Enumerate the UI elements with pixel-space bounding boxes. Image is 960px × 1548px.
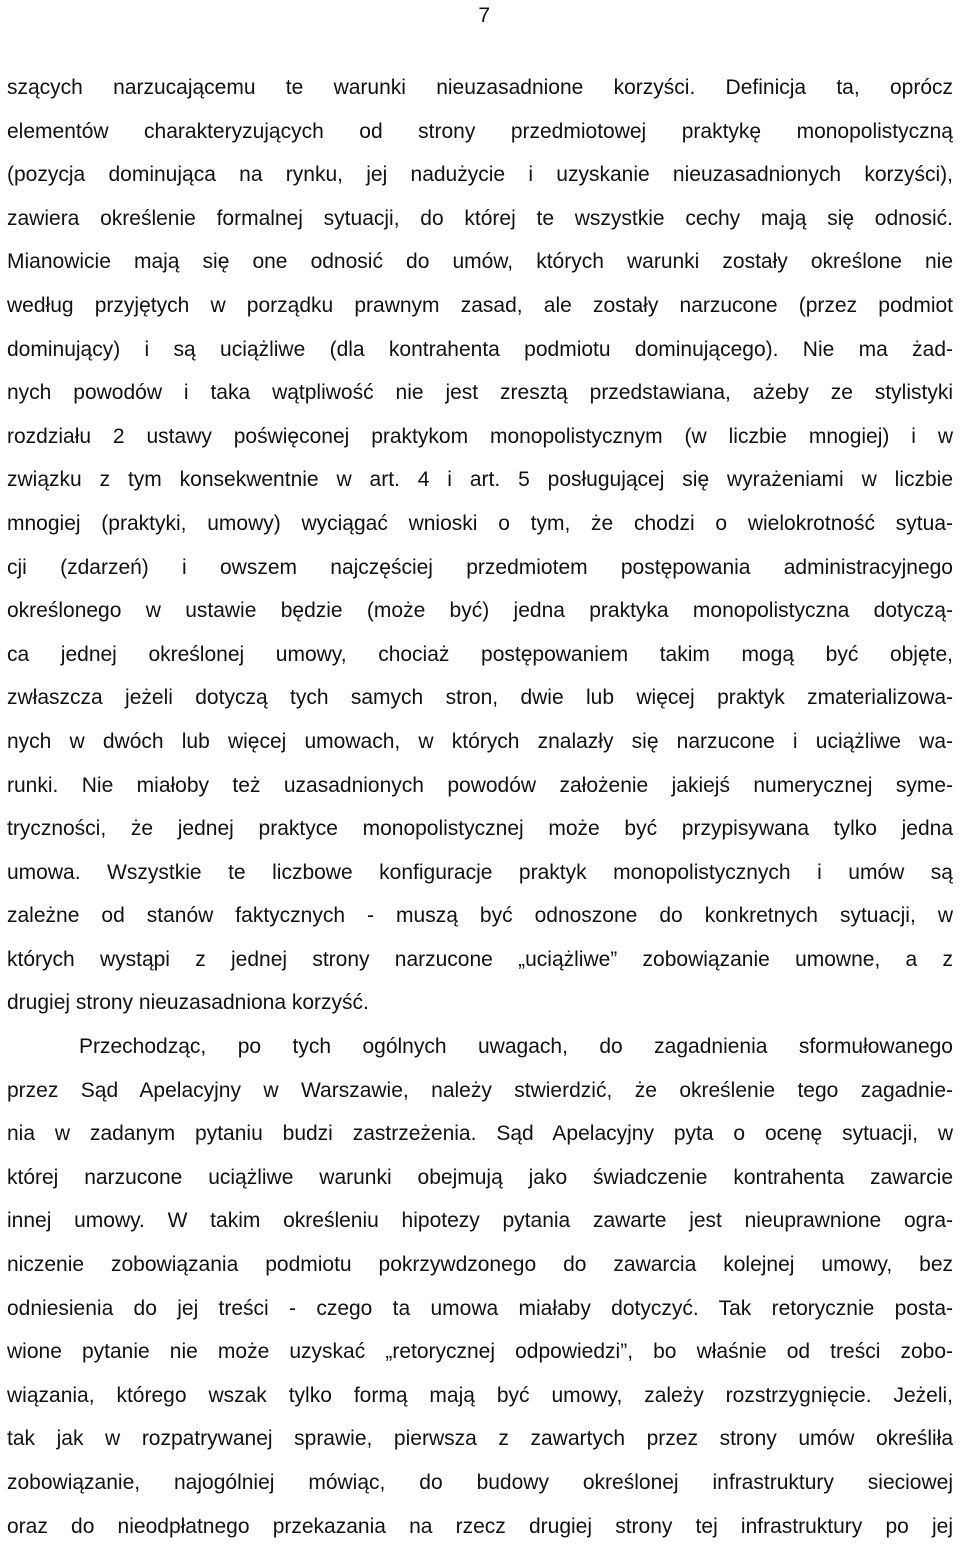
text-line: umowa. Wszystkie te liczbowe konfiguracje praktyk monopolistycznych i umów są [7, 860, 953, 884]
text-line: innej umowy. W takim określeniu hipotezy pytania zawarte jest nieuprawnione ogra- [7, 1209, 953, 1233]
text-line: oraz do nieodpłatnego przekazania na rzecz drugiej strony tej infrastruktury po jej [7, 1514, 953, 1538]
text-line: rozdziału 2 ustawy poświęconej praktykom monopolistycznym (w liczbie mnogiej) i w [7, 424, 953, 448]
text-line: Mianowicie mają się one odnosić do umów, których warunki zostały określone nie [7, 250, 953, 274]
text-line: nia w zadanym pytaniu budzi zastrzeżenia. Sąd Apelacyjny pyta o ocenę sytuacji, w [7, 1122, 953, 1146]
page-number: 7 [478, 4, 490, 27]
text-line: wiązania, którego wszak tylko formą mają być umowy, zależy rozstrzygnięcie. Jeżeli, [7, 1383, 953, 1407]
text-line: dominujący) i są uciążliwe (dla kontrahenta podmiotu dominującego). Nie ma żad- [7, 337, 953, 361]
text-line: według przyjętych w porządku prawnym zasad, ale zostały narzucone (przez podmiot [7, 293, 953, 317]
text-line: związku z tym konsekwentnie w art. 4 i art. 5 posługującej się wyrażeniami w liczbie [7, 468, 953, 492]
text-line: nych w dwóch lub więcej umowach, w których znalazły się narzucone i uciążliwe wa- [7, 729, 953, 753]
text-line: tryczności, że jednej praktyce monopolistycznej może być przypisywana tylko jedna [7, 817, 953, 841]
text-line: drugiej strony nieuzasadniona korzyść. [7, 991, 369, 1015]
text-line: zobowiązanie, najogólniej mówiąc, do budowy określonej infrastruktury sieciowej [7, 1471, 953, 1494]
text-line: zależne od stanów faktycznych - muszą być odnoszone do konkretnych sytuacji, w [7, 904, 953, 928]
text-line: szących narzucającemu te warunki nieuzasadnione korzyści. Definicja ta, oprócz [7, 76, 953, 99]
text-line: cji (zdarzeń) i owszem najczęściej przedmiotem postępowania administracyjnego [7, 555, 953, 579]
text-line: których wystąpi z jednej strony narzucone „uciążliwe” zobowiązanie umowne, a z [7, 947, 953, 971]
text-line: nych powodów i taka wątpliwość nie jest zresztą przedstawiana, ażeby ze stylistyki [7, 381, 953, 405]
text-line: ca jednej określonej umowy, chociaż postępowaniem takim mogą być objęte, [7, 642, 953, 666]
text-line: elementów charakteryzujących od strony przedmiotowej praktykę monopolistyczną [7, 119, 953, 143]
text-line: Przechodząc, po tych ogólnych uwagach, do zagadnienia sformułowanego [79, 1035, 953, 1059]
text-line: zwłaszcza jeżeli dotyczą tych samych stron, dwie lub więcej praktyk zmaterializowa- [7, 686, 953, 710]
text-line: przez Sąd Apelacyjny w Warszawie, należy stwierdzić, że określenie tego zagadnie- [7, 1078, 953, 1102]
text-line: tak jak w rozpatrywanej sprawie, pierwsza z zawartych przez strony umów określiła [7, 1427, 953, 1451]
document-body [7, 66, 953, 1548]
text-line: mnogiej (praktyki, umowy) wyciągać wnioski o tym, że chodzi o wielokrotność sytua- [7, 511, 953, 535]
text-line: której narzucone uciążliwe warunki obejmują jako świadczenie kontrahenta zawarcie [7, 1165, 953, 1189]
text-line: (pozycja dominująca na rynku, jej nadużycie i uzyskanie nieuzasadnionych korzyści), [7, 163, 953, 187]
text-line: niczenie zobowiązania podmiotu pokrzywdzonego do zawarcia kolejnej umowy, bez [7, 1253, 953, 1277]
text-line: wione pytanie nie może uzyskać „retorycznej odpowiedzi”, bo właśnie od treści zobo- [7, 1340, 953, 1364]
text-line: zawiera określenie formalnej sytuacji, do której te wszystkie cechy mają się odnosić. [7, 206, 953, 230]
text-line: odniesienia do jej treści - czego ta umowa miałaby dotyczyć. Tak retorycznie posta- [7, 1296, 953, 1320]
text-line: określonego w ustawie będzie (może być) jedna praktyka monopolistyczna dotyczą- [7, 599, 953, 623]
text-line: runki. Nie miałoby też uzasadnionych powodów założenie jakiejś numerycznej syme- [7, 773, 953, 797]
